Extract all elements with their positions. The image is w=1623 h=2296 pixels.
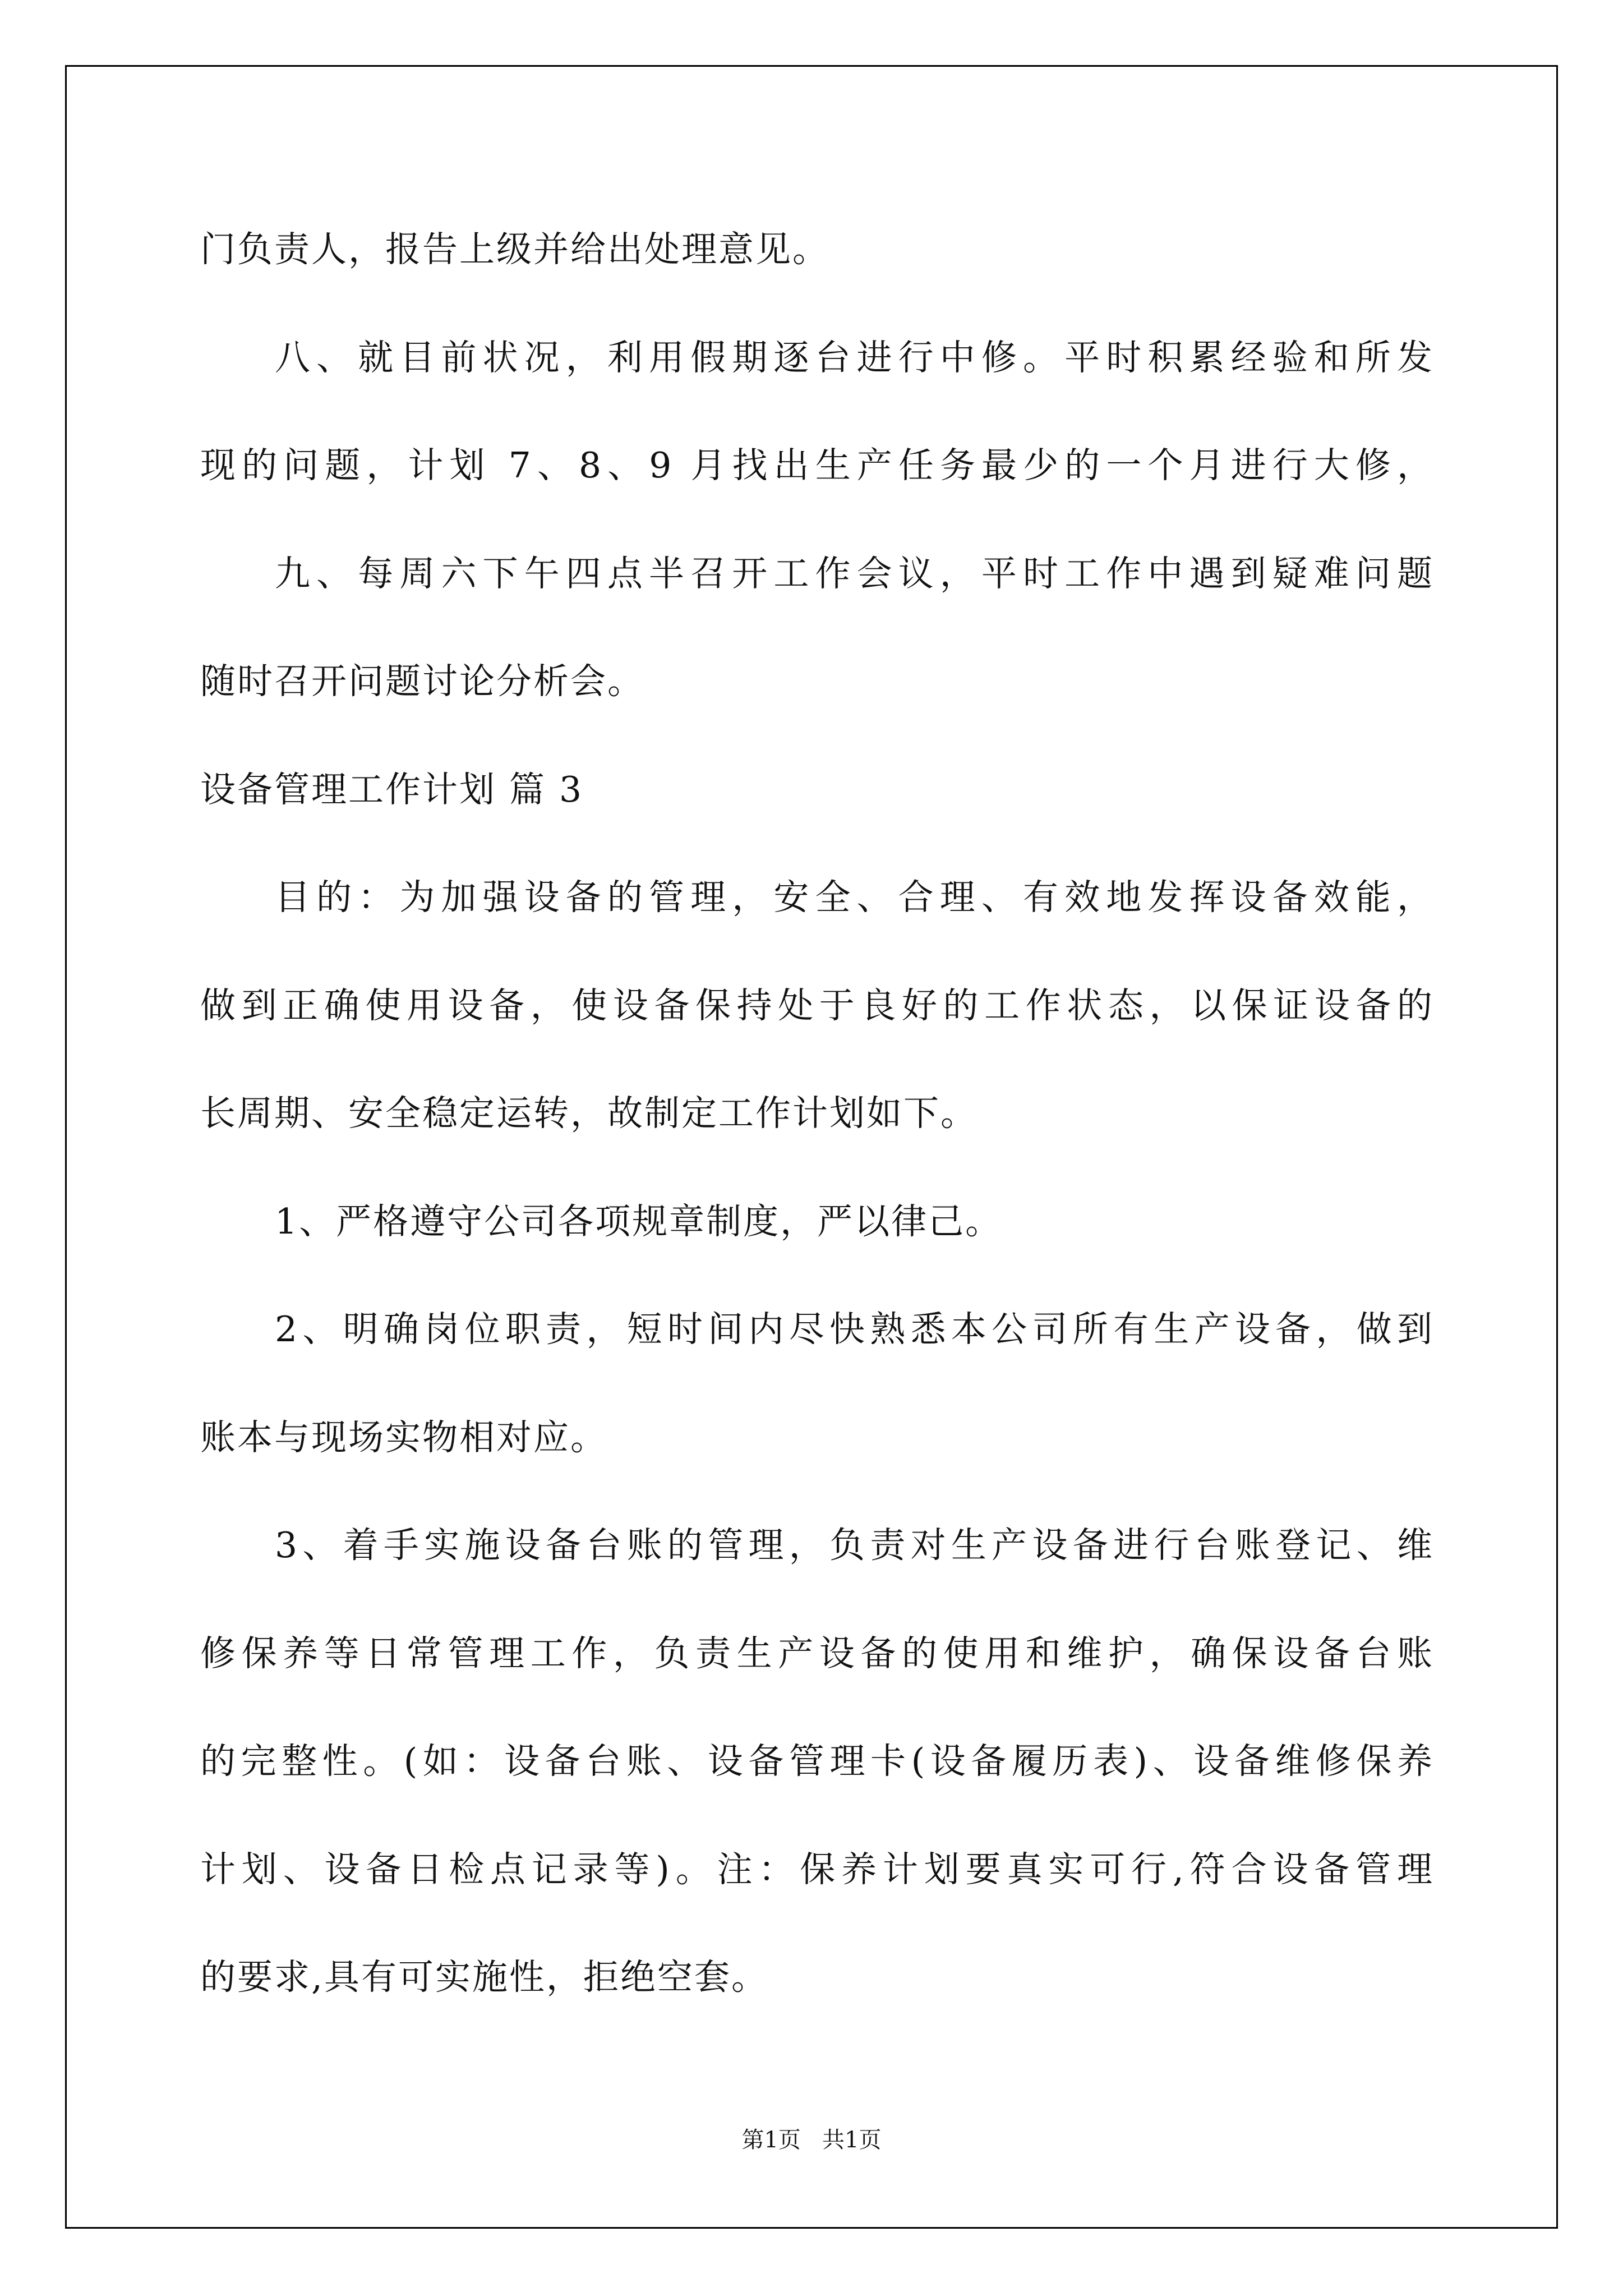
text-line: 随时召开问题讨论分析会。 (200, 661, 644, 702)
text-line: 修保养等日常管理工作，负责生产设备的使用和维护，确保设备台账 (200, 1633, 1434, 1674)
text-line: 做到正确使用设备，使设备保持处于良好的工作状态，以保证设备的 (200, 985, 1434, 1026)
text-line: 账本与现场实物相对应。 (200, 1417, 607, 1458)
text-line: 现的问题，计划 7、8、9 月找出生产任务最少的一个月进行大修， (200, 445, 1434, 486)
text-line: 的完整性。(如：设备台账、设备管理卡(设备履历表)、设备维修保养 (200, 1741, 1434, 1782)
section-heading: 设备管理工作计划 篇 3 (200, 769, 584, 810)
text-line: 门负责人，报告上级并给出处理意见。 (200, 229, 829, 270)
text-line: 九、每周六下午四点半召开工作会议，平时工作中遇到疑难问题 (275, 553, 1434, 594)
text-line: 八、就目前状况，利用假期逐台进行中修。平时积累经验和所发 (275, 337, 1434, 378)
text-line: 计划、设备日检点记录等)。注：保养计划要真实可行,符合设备管理 (200, 1849, 1434, 1890)
text-line: 1、严格遵守公司各项规章制度，严以律己。 (275, 1201, 1003, 1242)
page-footer: 第1页 共1页 (741, 2127, 882, 2153)
text-line: 的要求,具有可实施性，拒绝空套。 (200, 1957, 769, 1998)
text-line: 长周期、安全稳定运转，故制定工作计划如下。 (200, 1093, 978, 1134)
text-line: 目的：为加强设备的管理，安全、合理、有效地发挥设备效能， (275, 877, 1434, 918)
text-line: 3、着手实施设备台账的管理，负责对生产设备进行台账登记、维 (275, 1525, 1434, 1566)
text-line: 2、明确岗位职责，短时间内尽快熟悉本公司所有生产设备，做到 (275, 1309, 1434, 1350)
page-border (65, 65, 1558, 2229)
